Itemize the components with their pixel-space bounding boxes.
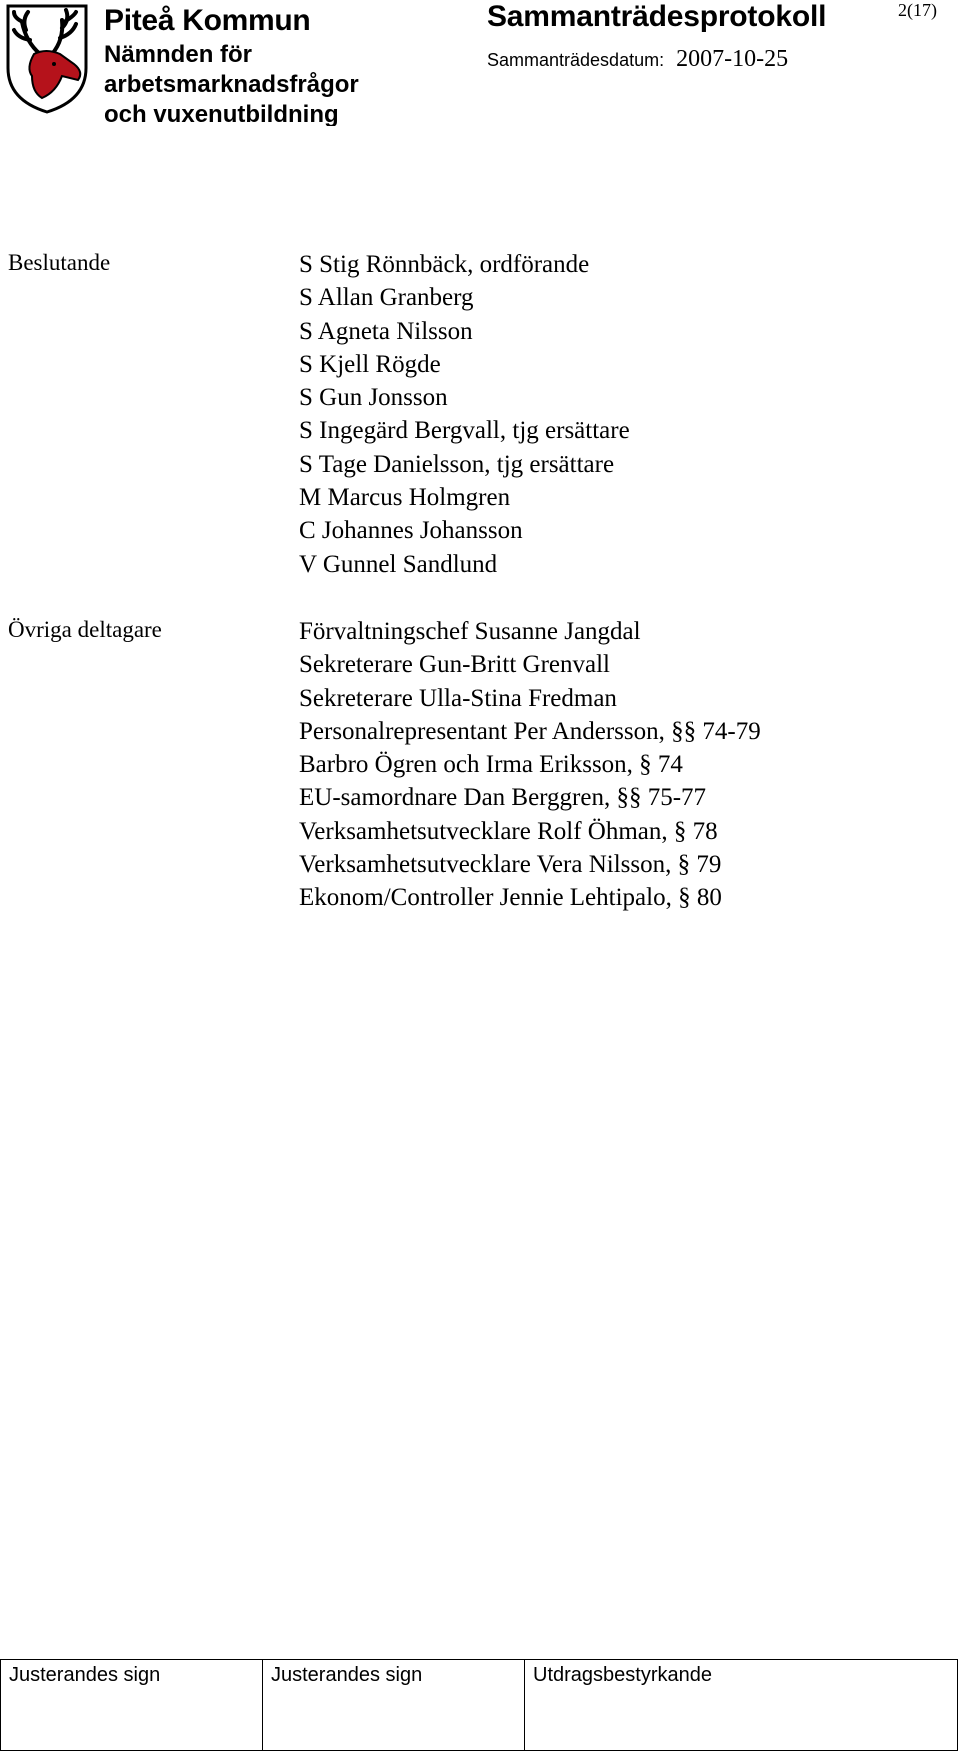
list-item: C Johannes Johansson (299, 517, 523, 545)
list-item: Personalrepresentant Per Andersson, §§ 74-79 (299, 717, 761, 745)
list-item: V Gunnel Sandlund (299, 550, 498, 578)
list-item: S Allan Granberg (299, 284, 474, 312)
list-item: S Agneta Nilsson (299, 317, 473, 345)
list-item: S Tage Danielsson, tjg ersättare (299, 450, 615, 478)
meeting-date-label: Sammanträdesdatum: (487, 50, 665, 70)
list-item: M Marcus Holmgren (299, 484, 511, 512)
document-title: Sammanträdesprotokoll (487, 0, 827, 33)
committee-name (104, 40, 359, 126)
beslutande-label: Beslutande (8, 250, 111, 275)
signature-cell: Justerandes sign (263, 1660, 525, 1751)
list-item: EU-samordnare Dan Berggren, §§ 75-77 (299, 784, 707, 812)
committee-line: Nämnden för (104, 41, 253, 68)
ovriga-deltagare-label: Övriga deltagare (8, 617, 162, 642)
list-item: S Stig Rönnbäck, ordförande (299, 251, 590, 278)
committee-line: arbetsmarknadsfrågor (104, 71, 359, 98)
list-item: S Ingegärd Bergvall, tjg ersättare (299, 417, 630, 445)
beslutande-list (299, 248, 630, 581)
list-item: Sekreterare Gun-Britt Grenvall (299, 651, 610, 679)
list-item: Förvaltningschef Susanne Jangdal (299, 618, 641, 645)
piteå-coat-of-arms-icon (4, 2, 90, 114)
list-item: S Gun Jonsson (299, 384, 448, 412)
signature-cell: Justerandes sign (1, 1660, 263, 1751)
meeting-date-value: 2007-10-25 (676, 46, 789, 72)
list-item: Sekreterare Ulla-Stina Fredman (299, 684, 617, 712)
signature-table (0, 1659, 958, 1751)
list-item: Verksamhetsutvecklare Rolf Öhman, § 78 (299, 817, 718, 845)
organization-header (104, 6, 359, 126)
org-name: Piteå Kommun (104, 4, 311, 37)
committee-line: och vuxenutbildning (104, 101, 339, 126)
list-item: Ekonom/Controller Jennie Lehtipalo, § 80 (299, 884, 722, 912)
table-row (1, 1660, 958, 1751)
ovriga-deltagare-list (299, 615, 761, 915)
certification-cell: Utdragsbestyrkande (525, 1660, 958, 1751)
meeting-date-row (487, 46, 788, 73)
list-item: Barbro Ögren och Irma Eriksson, § 74 (299, 751, 683, 779)
page-number: 2(17) (898, 0, 937, 20)
list-item: S Kjell Rögde (299, 350, 441, 378)
list-item: Verksamhetsutvecklare Vera Nilsson, § 79 (299, 851, 722, 879)
